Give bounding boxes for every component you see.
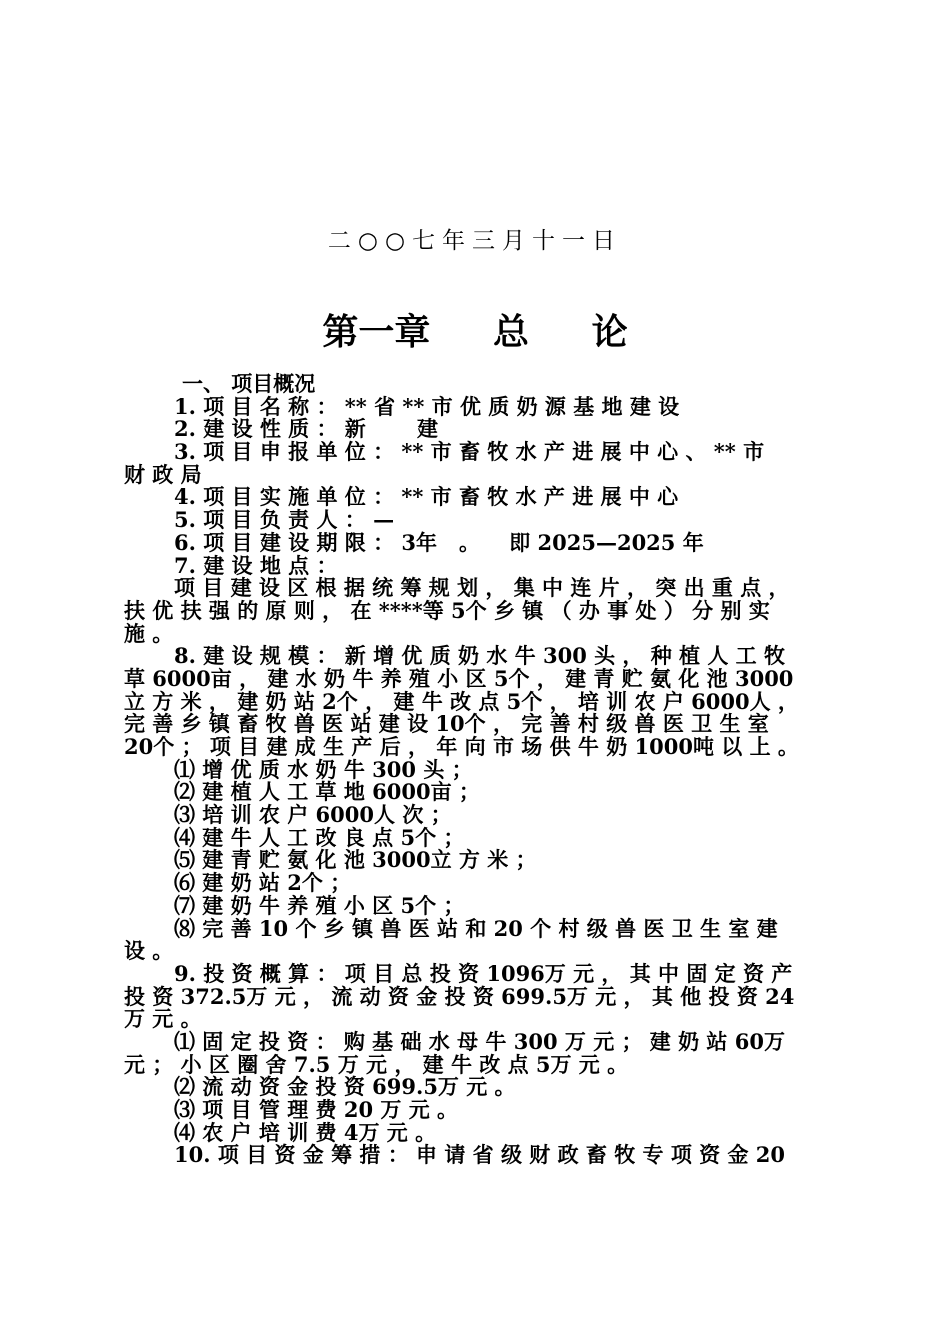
paragraph-line: 草 6000亩 ， 建 水 奶 牛 养 殖 小 区 5个 ， 建 青 贮 氨 化 池 3000	[124, 665, 794, 691]
paragraph-line: 3. 项 目 申 报 单 位 ： ** 市 畜 牧 水 产 进 展 中 心 、 ** 市	[174, 439, 765, 465]
list-item: ⑶ 培 训 农 户 6000人 次 ；	[174, 802, 452, 828]
list-item: ⑷ 农 户 培 训 费 4万 元 。	[174, 1119, 437, 1145]
list-item: ⑵ 流 动 资 金 投 资 699.5万 元 。	[174, 1074, 516, 1100]
list-item: ⑻ 完 善 10 个 乡 镇 兽 医 站 和 20 个 村 级 兽 医 卫 生 室 建	[174, 915, 778, 941]
list-item: ⑴ 增 优 质 水 奶 牛 300 头 ；	[174, 756, 473, 782]
paragraph-line: 立 方 米 ， 建 奶 站 2个 ， 建 牛 改 点 5个 ， 培 训 农 户 6000人 ，	[124, 688, 799, 714]
paragraph-line: 施 。	[124, 620, 174, 646]
paragraph-line: 4. 项 目 实 施 单 位 ： ** 市 畜 牧 水 产 进 展 中 心	[174, 484, 679, 510]
paragraph-line: 元 ； 小 区 圈 舍 7.5 万 元 ， 建 牛 改 点 5万 元 。	[124, 1051, 629, 1077]
paragraph-line: 项 目 建 设 区 根 据 统 筹 规 划 ， 集 中 连 片 ， 突 出 重 点 ，	[174, 575, 790, 601]
chapter-title: 第一章 总 论	[322, 312, 628, 353]
paragraph-line: 5. 项 目 负 责 人 ： —	[174, 507, 395, 533]
paragraph-line: 7. 建 设 地 点 ：	[174, 552, 338, 578]
paragraph-line: 财 政 局	[124, 461, 202, 487]
paragraph-line: 投 资 372.5万 元 ， 流 动 资 金 投 资 699.5万 元 ， 其 他 投 资 24	[124, 983, 795, 1009]
paragraph-line: 扶 优 扶 强 的 原 则 ， 在 ****等 5个 乡 镇 （ 办 事 处 ） 分 别 实	[124, 597, 770, 623]
paragraph-line: 20个 ； 项 目 建 成 生 产 后 ， 年 向 市 场 供 牛 奶 1000吨 以 上 。	[124, 734, 799, 759]
list-item: ⑴ 固 定 投 资 ： 购 基 础 水 母 牛 300 万 元 ； 建 奶 站 60万	[174, 1028, 785, 1054]
paragraph-line: 6. 项 目 建 设 期 限 ： 3年 。 即 2025—2025 年	[174, 529, 704, 555]
list-item: ⑺ 建 奶 牛 养 殖 小 区 5个 ；	[174, 892, 465, 918]
list-item: ⑸ 建 青 贮 氨 化 池 3000立 方 米 ；	[174, 847, 537, 873]
document-date: 二○○七年三月十一日	[327, 228, 623, 254]
paragraph-line: 完 善 乡 镇 畜 牧 兽 医 站 建 设 10个 ， 完 善 村 级 兽 医 卫 生 室	[124, 711, 769, 737]
paragraph-line: 2. 建 设 性 质 ： 新 建	[174, 416, 438, 442]
list-item: ⑵ 建 植 人 工 草 地 6000亩 ；	[174, 779, 480, 805]
body-text	[124, 373, 824, 1167]
paragraph-line: 9. 投 资 概 算 ： 项 目 总 投 资 1096万 元 ， 其 中 固 定 资 产	[174, 960, 793, 986]
paragraph-line: 10. 项 目 资 金 筹 措 ： 申 请 省 级 财 政 畜 牧 专 项 资 金 20	[174, 1142, 785, 1168]
list-item: ⑹ 建 奶 站 2个 ；	[174, 870, 352, 896]
paragraph-line: 万 元 。	[124, 1006, 202, 1032]
paragraph-line: 1. 项 目 名 称 ： ** 省 ** 市 优 质 奶 源 基 地 建 设	[174, 393, 680, 419]
section-heading: 一、 项目概况	[182, 371, 316, 396]
list-item: ⑶ 项 目 管 理 费 20 万 元 。	[174, 1097, 459, 1122]
paragraph-line: 8. 建 设 规 模 ： 新 增 优 质 奶 水 牛 300 头 ， 种 植 人 工 牧	[174, 643, 785, 669]
paragraph-line: 设 。	[124, 938, 174, 964]
list-item: ⑷ 建 牛 人 工 改 良 点 5个 ；	[174, 824, 465, 850]
